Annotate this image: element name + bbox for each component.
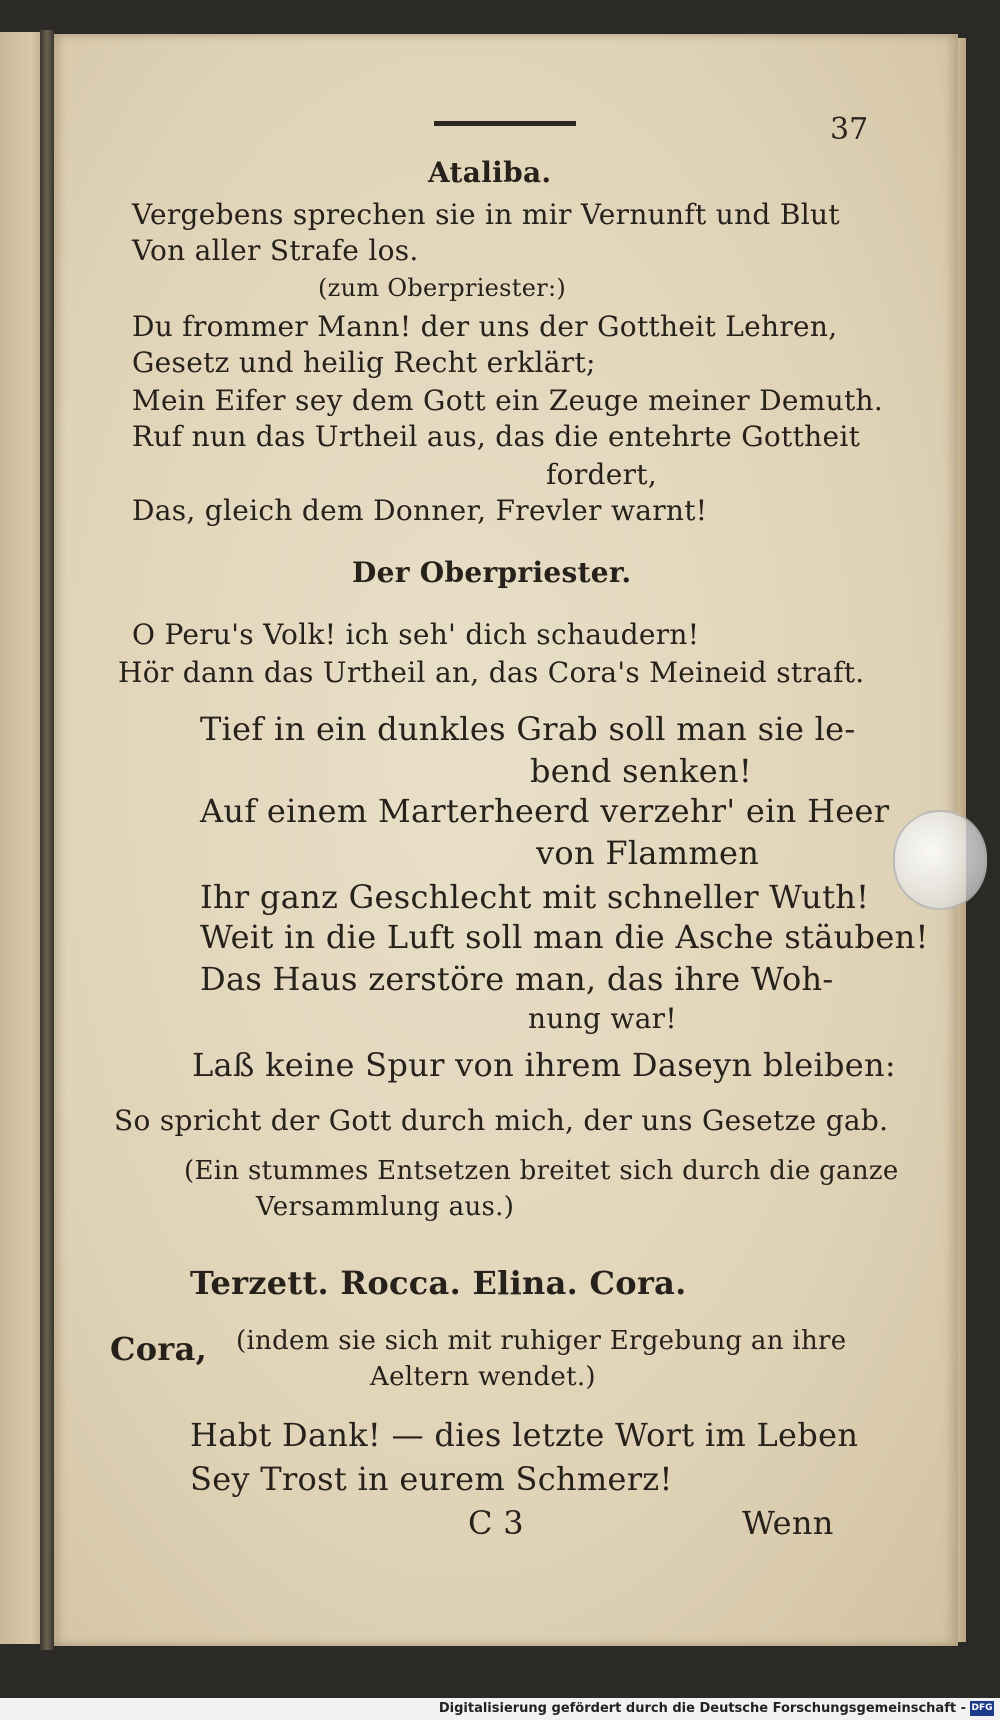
text-line: Hör dann das Urtheil an, das Cora's Meineid straft. — [118, 656, 865, 689]
text-line: Tief in ein dunkles Grab soll man sie le- — [200, 710, 856, 748]
text-line: Wenn — [742, 1504, 834, 1542]
text-line: bend senken! — [530, 752, 753, 790]
page-marker-tab — [893, 810, 987, 910]
text-line: Habt Dank! — dies letzte Wort im Leben — [190, 1416, 859, 1454]
text-line: Von aller Strafe los. — [132, 234, 419, 267]
text-line: nung war! — [528, 1002, 677, 1035]
text-line: Das, gleich dem Donner, Frevler warnt! — [132, 494, 708, 527]
text-line: So spricht der Gott durch mich, der uns Gesetze gab. — [114, 1104, 889, 1137]
text-line: (indem sie sich mit ruhiger Ergebung an ihre — [236, 1326, 847, 1356]
text-line: von Flammen — [536, 834, 760, 872]
text-line: Gesetz und heilig Recht erklärt; — [132, 346, 596, 379]
text-line: Ruf nun das Urtheil aus, das die entehrte Gottheit — [132, 420, 861, 453]
text-line: (zum Oberpriester:) — [318, 274, 567, 302]
text-line: Du frommer Mann! der uns der Gottheit Lehren, — [132, 310, 838, 343]
text-line: Ihr ganz Geschlecht mit schneller Wuth! — [200, 878, 870, 916]
text-line: Cora, — [110, 1330, 208, 1368]
text-line: Aeltern wendet.) — [370, 1362, 596, 1392]
text-line: C 3 — [468, 1504, 524, 1542]
dfg-logo: DFG — [970, 1701, 994, 1716]
footer-credit: Digitalisierung gefördert durch die Deutsche Forschungsgemeinschaft - — [438, 1701, 966, 1716]
text-line: Sey Trost in eurem Schmerz! — [190, 1460, 673, 1498]
text-line: Der Oberpriester. — [352, 556, 632, 589]
text-line: (Ein stummes Entsetzen breitet sich durch die ganze — [184, 1156, 899, 1186]
text-line: Ataliba. — [428, 156, 552, 189]
text-line: Weit in die Luft soll man die Asche stäuben! — [200, 918, 929, 956]
text-line: Auf einem Marterheerd verzehr' ein Heer — [200, 792, 890, 830]
page-number: 37 — [830, 112, 869, 147]
text-line: Vergebens sprechen sie in mir Vernunft und Blut — [132, 198, 840, 231]
text-line: Das Haus zerstöre man, das ihre Woh- — [200, 960, 834, 998]
text-line: fordert, — [546, 458, 658, 491]
digitization-footer — [0, 1698, 1000, 1720]
text-line: Mein Eifer sey dem Gott ein Zeuge meiner Demuth. — [132, 384, 884, 417]
text-line: Versammlung aus.) — [256, 1192, 515, 1222]
text-line: O Peru's Volk! ich seh' dich schaudern! — [132, 618, 700, 651]
text-line: Terzett. Rocca. Elina. Cora. — [190, 1264, 687, 1302]
book-gutter — [40, 30, 54, 1650]
header-rule — [434, 121, 576, 126]
text-line: Laß keine Spur von ihrem Daseyn bleiben: — [192, 1046, 897, 1084]
